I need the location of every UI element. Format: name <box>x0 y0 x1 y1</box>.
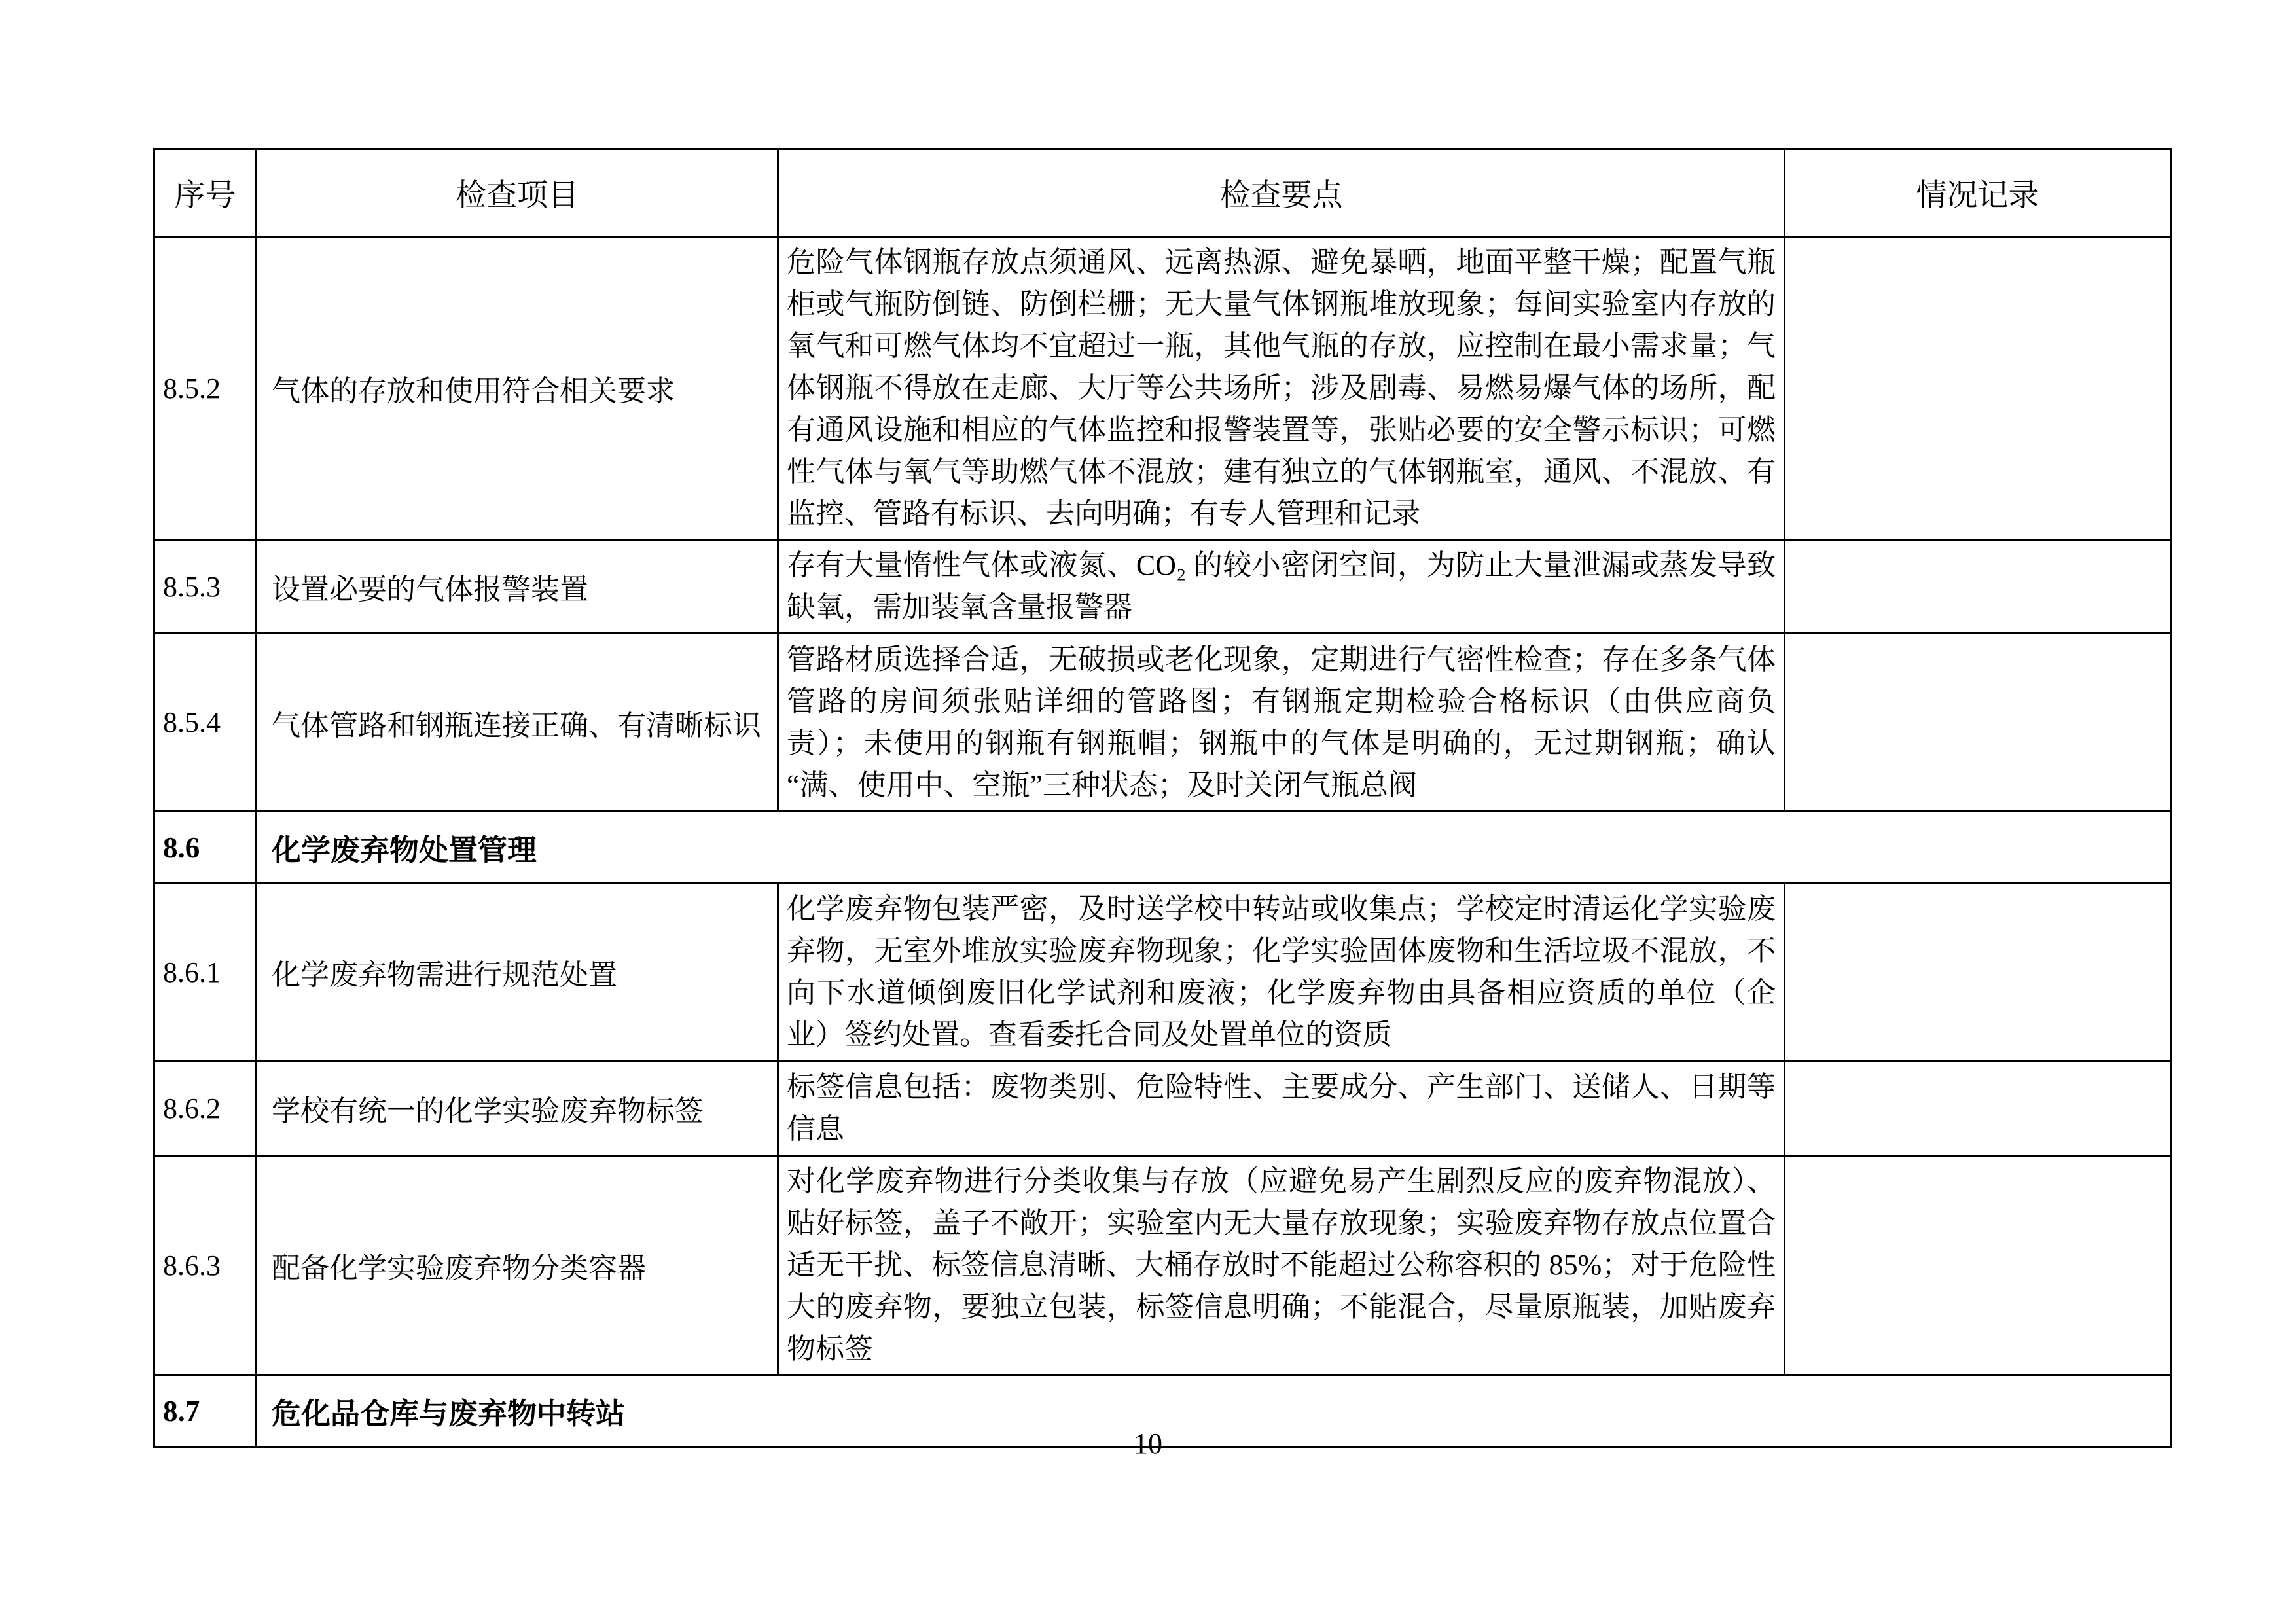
inspection-checklist-table <box>153 148 2172 1448</box>
page-number: 10 <box>1134 1428 1162 1460</box>
situation-record-cell <box>1785 540 2171 634</box>
table-row <box>154 634 2171 812</box>
inspection-item-cell: 设置必要的气体报警装置 <box>257 540 778 634</box>
header-inspection-item: 检查项目 <box>257 149 778 237</box>
inspection-item-cell: 学校有统一的化学实验废弃物标签 <box>257 1061 778 1156</box>
situation-record-cell <box>1785 884 2171 1061</box>
situation-record-cell <box>1785 1061 2171 1156</box>
table-row <box>154 540 2171 634</box>
serial-number-cell: 8.5.4 <box>154 634 257 812</box>
situation-record-cell <box>1785 634 2171 812</box>
inspection-item-cell: 气体管路和钢瓶连接正确、有清晰标识 <box>257 634 778 812</box>
serial-number-cell: 8.6.2 <box>154 1061 257 1156</box>
inspection-points-cell: 管路材质选择合适，无破损或老化现象，定期进行气密性检查；存在多条气体管路的房间须张贴详细的管路图；有钢瓶定期检验合格标识（由供应商负责）；未使用的钢瓶有钢瓶帽；钢瓶中的气体是明确的，无过期钢瓶；确认“满、使用中、空瓶”三种状态；及时关闭气瓶总阀 <box>778 634 1785 812</box>
header-serial-number: 序号 <box>154 149 257 237</box>
section-number-cell: 8.6 <box>154 812 257 884</box>
serial-number-cell: 8.6.1 <box>154 884 257 1061</box>
section-number-cell: 8.7 <box>154 1375 257 1447</box>
inspection-item-cell: 配备化学实验废弃物分类容器 <box>257 1156 778 1375</box>
section-title-cell: 危化品仓库与废弃物中转站 <box>257 1375 2171 1447</box>
inspection-points-cell: 化学废弃物包装严密，及时送学校中转站或收集点；学校定时清运化学实验废弃物，无室外堆放实验废弃物现象；化学实验固体废物和生活垃圾不混放，不向下水道倾倒废旧化学试剂和废液；化学废弃物由具备相应资质的单位（企业）签约处置。查看委托合同及处置单位的资质 <box>778 884 1785 1061</box>
header-situation-record: 情况记录 <box>1785 149 2171 237</box>
inspection-points-cell: 标签信息包括：废物类别、危险特性、主要成分、产生部门、送储人、日期等信息 <box>778 1061 1785 1156</box>
inspection-points-cell: 危险气体钢瓶存放点须通风、远离热源、避免暴晒，地面平整干燥；配置气瓶柜或气瓶防倒链、防倒栏栅；无大量气体钢瓶堆放现象；每间实验室内存放的氧气和可燃气体均不宜超过一瓶，其他气瓶的存放，应控制在最小需求量；气体钢瓶不得放在走廊、大厅等公共场所；涉及剧毒、易燃易爆气体的场所，配有通风设施和相应的气体监控和报警装置等，张贴必要的安全警示标识；可燃性气体与氧气等助燃气体不混放；建有独立的气体钢瓶室，通风、不混放、有监控、管路有标识、去向明确；有专人管理和记录 <box>778 237 1785 540</box>
inspection-points-cell: 对化学废弃物进行分类收集与存放（应避免易产生剧烈反应的废弃物混放）、贴好标签，盖子不敞开；实验室内无大量存放现象；实验废弃物存放点位置合适无干扰、标签信息清晰、大桶存放时不能超过公称容积的 85%；对于危险性大的废弃物，要独立包装，标签信息明确；不能混合，尽量原瓶装，加贴废弃物标签 <box>778 1156 1785 1375</box>
serial-number-cell: 8.5.2 <box>154 237 257 540</box>
section-row <box>154 812 2171 884</box>
situation-record-cell <box>1785 237 2171 540</box>
situation-record-cell <box>1785 1156 2171 1375</box>
table-row <box>154 1061 2171 1156</box>
header-inspection-points: 检查要点 <box>778 149 1785 237</box>
section-title-cell: 化学废弃物处置管理 <box>257 812 2171 884</box>
table-row <box>154 884 2171 1061</box>
serial-number-cell: 8.5.3 <box>154 540 257 634</box>
inspection-item-cell: 化学废弃物需进行规范处置 <box>257 884 778 1061</box>
table-row <box>154 1156 2171 1375</box>
serial-number-cell: 8.6.3 <box>154 1156 257 1375</box>
inspection-points-cell: 存有大量惰性气体或液氮、CO₂ 的较小密闭空间，为防止大量泄漏或蒸发导致缺氧，需加装氧含量报警器 <box>778 540 1785 634</box>
table-row <box>154 237 2171 540</box>
inspection-item-cell: 气体的存放和使用符合相关要求 <box>257 237 778 540</box>
table-header-row <box>154 149 2171 237</box>
